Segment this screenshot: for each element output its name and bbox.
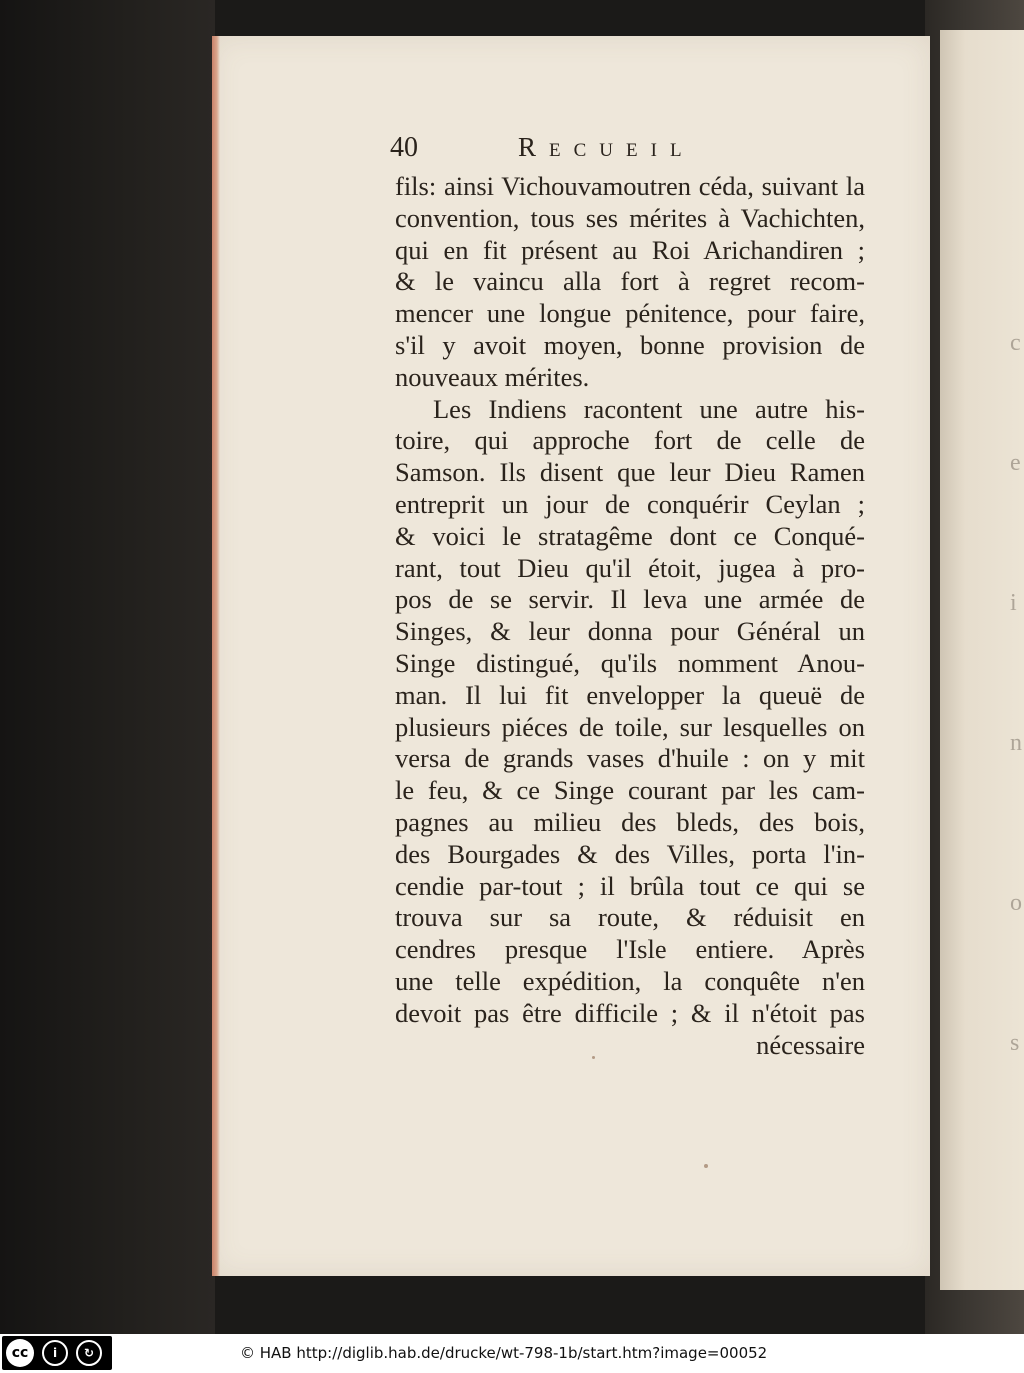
body-text — [395, 171, 865, 1061]
paper-speck — [704, 1164, 708, 1168]
text-line: & le vaincu alla fort à regret recom- — [395, 266, 865, 297]
text-line: des Bourgades & des Villes, porta l'in- — [395, 838, 865, 869]
text-line: rant, tout Dieu qu'il étoit, jugea à pro- — [395, 552, 865, 583]
text-line: fils: ainsi Vichouvamoutren céda, suivant la — [395, 171, 865, 201]
catchword: nécessaire — [756, 1029, 865, 1060]
text-line: une telle expédition, la conquête n'en — [395, 965, 865, 996]
text-line: pagnes au milieu des bleds, des bois, — [395, 806, 865, 837]
text-line: qui en fit présent au Roi Arichandiren ; — [395, 234, 865, 265]
text-line: le feu, & ce Singe courant par les cam- — [395, 775, 865, 806]
scan-background-left — [0, 0, 215, 1334]
book-page — [212, 36, 930, 1276]
text-line: Singe distingué, qu'ils nomment Anou- — [395, 647, 865, 678]
text-line: Samson. Ils disent que leur Dieu Ramen — [395, 457, 865, 488]
attribution-icon: i — [42, 1340, 68, 1366]
text-line: plusieurs piéces de toile, sur lesquelles on — [395, 711, 865, 742]
text-line: man. Il lui fit envelopper la queuë de — [395, 679, 865, 710]
text-line: & voici le stratagême dont ce Conqué- — [395, 520, 865, 551]
page-number: 40 — [390, 132, 418, 163]
credit-url-text[interactable]: © HAB http://diglib.hab.de/drucke/wt-798-1b/start.htm?image=00052 — [240, 1344, 768, 1362]
running-head — [390, 132, 930, 172]
cc-license-badge[interactable] — [2, 1336, 112, 1370]
text-line: toire, qui approche fort de celle de — [395, 425, 865, 456]
license-bar — [0, 1334, 1024, 1373]
creative-commons-icon: cc — [6, 1339, 34, 1367]
text-line: convention, tous ses mérites à Vachichten, — [395, 202, 865, 233]
text-line: pos de se servir. Il leva une armée de — [395, 584, 865, 615]
text-line: devoit pas être difficile ; & il n'étoit pas — [395, 997, 865, 1028]
running-title: Recueil — [518, 132, 695, 162]
text-line: entreprit un jour de conquérir Ceylan ; — [395, 488, 865, 519]
text-line: mencer une longue pénitence, pour faire, — [395, 298, 865, 329]
text-line: nouveaux mérites. — [395, 361, 590, 392]
adjacent-page-edge: c e i n o s — [940, 30, 1024, 1290]
text-line: cendie par-tout ; il brûla tout ce qui se — [395, 870, 865, 901]
share-alike-icon: ↻ — [76, 1340, 102, 1366]
text-line: trouva sur sa route, & réduisit en — [395, 902, 865, 933]
paper-speck — [592, 1056, 595, 1059]
text-line: versa de grands vases d'huile : on y mit — [395, 743, 865, 774]
text-line: s'il y avoit moyen, bonne provision de — [395, 329, 865, 360]
text-line: cendres presque l'Isle entiere. Après — [395, 934, 865, 965]
paragraph-start-line: Les Indiens racontent une autre his- — [433, 393, 865, 424]
page-red-edge — [212, 36, 220, 1276]
text-line: Singes, & leur donna pour Général un — [395, 616, 865, 647]
